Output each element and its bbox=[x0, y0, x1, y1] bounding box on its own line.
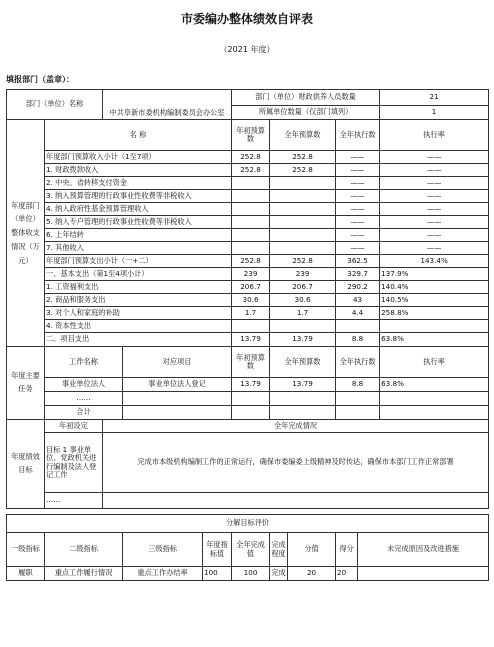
budget-item-name: 3. 对个人和家庭的补助 bbox=[45, 307, 232, 320]
budget-item-exec: —— bbox=[336, 229, 380, 242]
staff-count-label: 部门（单位）财政供养人员数量 bbox=[232, 90, 380, 106]
task-project: 事业单位法人登记 bbox=[123, 378, 232, 392]
eval-score: 20 bbox=[288, 567, 336, 581]
eval-header-row bbox=[7, 533, 489, 567]
budget-row-8 bbox=[7, 255, 489, 268]
budget-item-plan bbox=[232, 203, 270, 216]
budget-col-name: 名 称 bbox=[45, 120, 232, 151]
budget-item-name: 1. 工资福利支出 bbox=[45, 281, 232, 294]
budget-row-13 bbox=[7, 320, 489, 333]
eval-degree: 完成 bbox=[270, 567, 288, 581]
eval-col-done: 全年完成值 bbox=[232, 533, 270, 567]
budget-row-2 bbox=[7, 177, 489, 190]
budget-item-exec: —— bbox=[336, 242, 380, 255]
budget-item-exec: 4.4 bbox=[336, 307, 380, 320]
budget-item-full: 239 bbox=[270, 268, 336, 281]
budget-group-label: 年度部门（单位）整体收支情况（万元） bbox=[7, 120, 45, 347]
eval-col-lvl2: 二级指标 bbox=[45, 533, 123, 567]
budget-item-name: 5. 纳入专户管理的行政事业性收费等非税收入 bbox=[45, 216, 232, 229]
tasks-col-project: 对应项目 bbox=[123, 347, 232, 378]
eval-done: 100 bbox=[232, 567, 270, 581]
budget-item-exec: —— bbox=[336, 151, 380, 164]
budget-item-exec bbox=[336, 320, 380, 333]
budget-item-full bbox=[270, 229, 336, 242]
budget-row-7 bbox=[7, 242, 489, 255]
budget-item-plan bbox=[232, 177, 270, 190]
task-rate: 63.8% bbox=[380, 378, 489, 392]
tasks-col-plan: 年初预算数 bbox=[232, 347, 270, 378]
tasks-total-label: 合计 bbox=[45, 406, 123, 420]
goal-1-result: 完成市本级机构编制工作的正常运行，确保市委编委上级精神及时传达，确保市本部门工作正常部署 bbox=[103, 433, 489, 493]
task-rate bbox=[380, 392, 489, 406]
budget-item-full bbox=[270, 242, 336, 255]
budget-row-9 bbox=[7, 268, 489, 281]
budget-item-full bbox=[270, 216, 336, 229]
eval-col-annual: 年度指标值 bbox=[203, 533, 232, 567]
goal-more: …… bbox=[45, 493, 103, 509]
budget-item-exec: —— bbox=[336, 177, 380, 190]
budget-item-rate: —— bbox=[380, 229, 489, 242]
task-project bbox=[123, 392, 232, 406]
goals-group-label: 年度绩效目标 bbox=[7, 420, 45, 509]
eval-got: 20 bbox=[336, 567, 358, 581]
task-plan: 13.79 bbox=[232, 378, 270, 392]
filler-label: 填报部门（盖章）： bbox=[6, 75, 74, 84]
budget-row-5 bbox=[7, 216, 489, 229]
budget-row-12 bbox=[7, 307, 489, 320]
budget-item-exec: —— bbox=[336, 216, 380, 229]
page-title: 市委编办整体绩效自评表 bbox=[180, 12, 313, 26]
budget-item-exec: 43 bbox=[336, 294, 380, 307]
budget-row-10 bbox=[7, 281, 489, 294]
tasks-col-full: 全年预算数 bbox=[270, 347, 336, 378]
budget-row-3 bbox=[7, 190, 489, 203]
budget-item-plan: 252.8 bbox=[232, 164, 270, 177]
eval-row-0 bbox=[7, 567, 489, 581]
tasks-group-label: 年度主要任务 bbox=[7, 347, 45, 420]
budget-item-name: 6. 上年结转 bbox=[45, 229, 232, 242]
budget-item-rate bbox=[380, 320, 489, 333]
budget-item-rate: 63.8% bbox=[380, 333, 489, 347]
staff-count-value: 21 bbox=[380, 90, 489, 106]
tasks-total-exec bbox=[336, 406, 380, 420]
tasks-row-1 bbox=[7, 392, 489, 406]
budget-item-rate: 137.9% bbox=[380, 268, 489, 281]
budget-item-rate: —— bbox=[380, 216, 489, 229]
budget-row-4 bbox=[7, 203, 489, 216]
budget-item-plan bbox=[232, 242, 270, 255]
budget-item-rate: —— bbox=[380, 242, 489, 255]
budget-item-name: 2. 中央、省转移支付资金 bbox=[45, 177, 232, 190]
task-full: 13.79 bbox=[270, 378, 336, 392]
eval-col-lvl3: 三级指标 bbox=[123, 533, 203, 567]
budget-item-full: 206.7 bbox=[270, 281, 336, 294]
budget-item-name: 3. 纳入预算管理的行政事业性收费等非税收入 bbox=[45, 190, 232, 203]
budget-item-name: 4. 资本性支出 bbox=[45, 320, 232, 333]
budget-item-plan: 206.7 bbox=[232, 281, 270, 294]
budget-item-full bbox=[270, 190, 336, 203]
sub-unit-value: 1 bbox=[380, 106, 489, 120]
report-year: （2021 年度） bbox=[219, 45, 275, 54]
budget-item-plan bbox=[232, 229, 270, 242]
budget-item-full: 13.79 bbox=[270, 333, 336, 347]
budget-item-rate: —— bbox=[380, 151, 489, 164]
unit-row-1 bbox=[7, 90, 489, 106]
budget-item-rate: 258.8% bbox=[380, 307, 489, 320]
tasks-col-task: 工作名称 bbox=[45, 347, 123, 378]
unit-name-value: 中共阜新市委机构编制委员会办公室 bbox=[103, 90, 232, 120]
budget-col-exec: 全年执行数 bbox=[336, 120, 380, 151]
budget-header-row bbox=[7, 120, 489, 151]
budget-item-plan: 252.8 bbox=[232, 151, 270, 164]
unit-name-label: 部门（单位）名称 bbox=[7, 90, 103, 120]
budget-item-name: 2. 商品和服务支出 bbox=[45, 294, 232, 307]
goals-col-set: 年初设定 bbox=[45, 420, 103, 433]
task-exec bbox=[336, 392, 380, 406]
eval-col-got: 得分 bbox=[336, 533, 358, 567]
budget-item-plan bbox=[232, 190, 270, 203]
budget-item-full bbox=[270, 320, 336, 333]
goal-1-text: 目标 1 事业单位、党政机关进行编制及法人登记工作 bbox=[45, 433, 103, 493]
budget-item-rate: 143.4% bbox=[380, 255, 489, 268]
budget-item-plan: 1.7 bbox=[232, 307, 270, 320]
budget-item-plan bbox=[232, 320, 270, 333]
tasks-col-rate: 执行率 bbox=[380, 347, 489, 378]
budget-item-rate: 140.5% bbox=[380, 294, 489, 307]
budget-item-full: 1.7 bbox=[270, 307, 336, 320]
budget-item-rate: —— bbox=[380, 190, 489, 203]
tasks-header-row bbox=[7, 347, 489, 378]
budget-item-plan: 13.79 bbox=[232, 333, 270, 347]
eval-lvl1: 履职 bbox=[7, 567, 45, 581]
budget-row-14 bbox=[7, 333, 489, 347]
task-exec: 8.8 bbox=[336, 378, 380, 392]
eval-col-score: 分值 bbox=[288, 533, 336, 567]
eval-annual: 100 bbox=[203, 567, 232, 581]
goals-row-more bbox=[7, 493, 489, 509]
budget-item-full bbox=[270, 203, 336, 216]
budget-item-exec: —— bbox=[336, 164, 380, 177]
budget-item-plan: 252.8 bbox=[232, 255, 270, 268]
budget-item-exec: —— bbox=[336, 190, 380, 203]
budget-item-full: 252.8 bbox=[270, 255, 336, 268]
task-name: …… bbox=[45, 392, 123, 406]
budget-item-rate: 140.4% bbox=[380, 281, 489, 294]
eval-title-row bbox=[7, 515, 489, 533]
budget-col-plan: 年初预算数 bbox=[232, 120, 270, 151]
eval-section-title: 分解目标评价 bbox=[7, 515, 489, 533]
eval-col-degree: 完成程度 bbox=[270, 533, 288, 567]
budget-item-name: 4. 纳入政府性基金预算管理收入 bbox=[45, 203, 232, 216]
budget-item-plan: 30.6 bbox=[232, 294, 270, 307]
budget-row-11 bbox=[7, 294, 489, 307]
budget-item-full: 252.8 bbox=[270, 164, 336, 177]
tasks-total-rate bbox=[380, 406, 489, 420]
budget-item-exec: 290.2 bbox=[336, 281, 380, 294]
sub-unit-label: 所属单位数量（仅部门填列） bbox=[232, 106, 380, 120]
eval-col-reason: 未完成原因及改进措施 bbox=[358, 533, 489, 567]
task-name: 事业单位法人 bbox=[45, 378, 123, 392]
budget-item-full: 30.6 bbox=[270, 294, 336, 307]
budget-item-name: 一、基本支出（第1至4项小计） bbox=[45, 268, 232, 281]
tasks-total-project bbox=[123, 406, 232, 420]
budget-item-rate: —— bbox=[380, 164, 489, 177]
budget-item-plan: 239 bbox=[232, 268, 270, 281]
goal-more-result bbox=[103, 493, 489, 509]
budget-item-name: 二、项目支出 bbox=[45, 333, 232, 347]
budget-item-name: 1. 财政拨款收入 bbox=[45, 164, 232, 177]
tasks-col-exec: 全年执行数 bbox=[336, 347, 380, 378]
budget-item-name: 7. 其他收入 bbox=[45, 242, 232, 255]
budget-item-exec: 329.7 bbox=[336, 268, 380, 281]
eval-reason bbox=[358, 567, 489, 581]
budget-row-1 bbox=[7, 164, 489, 177]
self-evaluation-table bbox=[6, 89, 489, 581]
eval-lvl2: 重点工作履行情况 bbox=[45, 567, 123, 581]
goals-row-1 bbox=[7, 433, 489, 493]
budget-item-plan bbox=[232, 216, 270, 229]
eval-col-lvl1: 一级指标 bbox=[7, 533, 45, 567]
goals-col-done: 全年完成情况 bbox=[103, 420, 489, 433]
tasks-row-0 bbox=[7, 378, 489, 392]
budget-item-exec: 362.5 bbox=[336, 255, 380, 268]
budget-item-full: 252.8 bbox=[270, 151, 336, 164]
tasks-total-plan bbox=[232, 406, 270, 420]
budget-item-rate: —— bbox=[380, 203, 489, 216]
tasks-total-row bbox=[7, 406, 489, 420]
task-plan bbox=[232, 392, 270, 406]
eval-lvl3: 重点工作办结率 bbox=[123, 567, 203, 581]
budget-item-full bbox=[270, 177, 336, 190]
budget-item-exec: 8.8 bbox=[336, 333, 380, 347]
budget-item-rate: —— bbox=[380, 177, 489, 190]
budget-item-name: 年度部门预算收入小计（1至7项） bbox=[45, 151, 232, 164]
budget-item-exec: —— bbox=[336, 203, 380, 216]
goals-header-row bbox=[7, 420, 489, 433]
tasks-total-full bbox=[270, 406, 336, 420]
budget-col-full: 全年预算数 bbox=[270, 120, 336, 151]
budget-row-6 bbox=[7, 229, 489, 242]
budget-item-name: 年度部门预算支出小计（一+二） bbox=[45, 255, 232, 268]
budget-col-rate: 执行率 bbox=[380, 120, 489, 151]
budget-row-0 bbox=[7, 151, 489, 164]
task-full bbox=[270, 392, 336, 406]
